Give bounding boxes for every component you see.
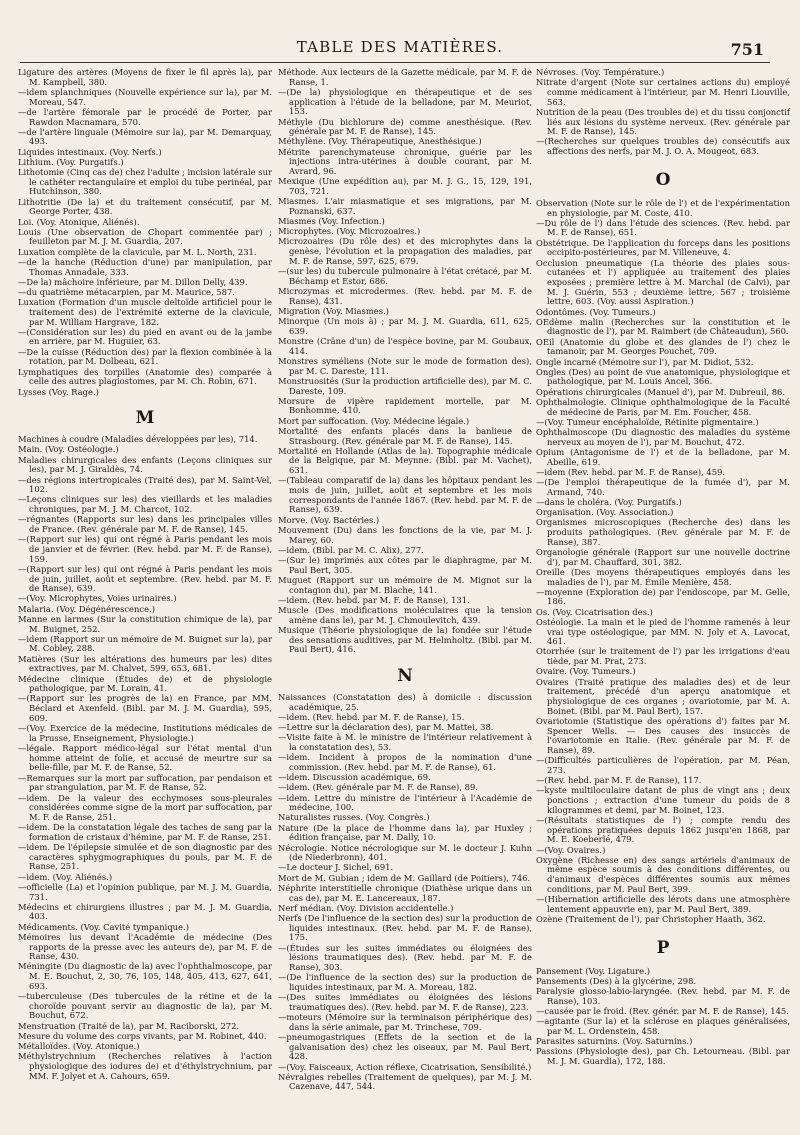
index-entry: Lymphatiques des torpilles (Anatomie des) comparée à celle des autres plagiostomes, par M. Ch. Robin, 671. [18,366,272,387]
index-entry: —idem. De la valeur des ecchymoses sous-pleurales considérées comme signe de la mort par suffocation, par M. F. de Ranse, 251. [18,792,272,822]
header-rule [20,62,770,63]
index-entry: Mort de M. Gubian ; idem de M. Gaillard (de Poitiers), 746. [278,872,531,883]
index-entry: —des régions intertropicales (Traité des), par M. Saint-Vel, 102. [18,474,272,495]
index-entry: —de l'artère fémorale par le procédé de Porter, par Rawdon Macnamara, 570. [18,106,272,127]
index-entry: —causée par le froid. (Rev. génér. par M. F. de Ranse), 145. [536,1005,789,1016]
index-entry: —kyste multiloculaire datant de plus de vingt ans ; deux ponctions ; extraction d'une tumeur du poids de 8 kilogrammes et demi, par M. Boinet, 123. [536,785,790,815]
index-entry: —idem splanchniques (Nouvelle expérience sur la), par M. Moreau, 547. [18,86,272,107]
index-entry: Muguet (Rapport sur un mémoire de M. Mignot sur la contagion du), par M. Blache, 141. [278,574,532,595]
index-entry: Observation (Note sur le rôle de l') et de l'expérimentation en physiologie, par M. Coste, 410. [536,197,790,218]
index-entry: —(Des suites immédiates ou éloignées des lésions traumatiques des). (Rev. hebd. par M. F. de Ranse), 223. [278,992,532,1012]
index-entry: —(Tableau comparatif de la) dans les hôpitaux pendant les mois de juin, juillet, août et septembre et les mois correspondants de l'année 1867. (Rev. hebd. par M. F. de Ranse), 639. [278,475,532,515]
index-entry: Minorque (Un mois à) ; par M. J. M. Guardia, 611, 625, 639. [278,316,532,336]
index-entry: —De la) mâchoire inférieure, par M. Dillon Delly, 439. [18,276,248,287]
index-entry: Ophthalmologie. Clinique ophthalmologique de la Faculté de médecine de Paris, par M. Em. Foucher, 458. [536,396,790,417]
index-entry: Monstres syméliens (Note sur le mode de formation des), par M. C. Dareste, 111. [278,355,532,376]
index-entry: Ozène (Traitement de l'), par Christopher Haath, 362. [536,913,766,924]
index-entry: —idem (Rev. hebd. par M. F. de Ranse), 459. [536,466,726,477]
index-entry: Otorrhée (sur le traitement de l') par les irrigations d'eau tiède, par M. Prat, 273. [536,646,790,667]
index-entry: —légale. Rapport médico-légal sur l'état mental d'un homme atteint de folie, et accusé de meurtre sur sa belle-fille, par M. F. de Ranse, 52. [18,743,272,773]
index-entry: Occlusion pneumatique (La théorie des plaies sous-cutanées et l') appliquée au traitement des plaies exposées ; première lettre à M. Marchal (de Calvi), par M. J. Guérin, 553 ; deuxième lettre, 567 ; troisième lettre, 603. (Voy. aussi Aspiration.) [536,257,790,307]
index-entry: —(Sur le) imprimés aux côtes par le diaphragme, par M. Paul Bert, 305. [278,554,532,575]
index-entry: Mesure du volume des corps vivants, par M. Robinet, 440. [18,1030,267,1041]
index-entry: Méningite (Du diagnostic de la) avec l'ophthalmoscope, par M. E. Bouchut, 2, 30, 76, 105, 148, 405, 413, 627, 641, 693. [18,961,272,991]
index-entry: Ongles (Des) au point de vue anatomique, physiologique et pathologique, par M. Louis Ancel, 366. [536,366,790,387]
index-entry: Mexique (Une expédition au), par M. J. G., 15, 129, 191, 703, 721. [278,176,532,196]
index-entry: Monstruosités (Sur la production artificielle des), par M. C. Dareste, 109. [278,375,532,396]
index-entry: Oxygène (Richesse en) des sangs artériels d'animaux de même espèce soumis à des conditions différentes, ou d'animaux d'espèces différentes soumis aux mêmes conditions, par M. Paul Bert, 399. [536,854,790,894]
index-entry: —(Voy. Ovaires.) [536,844,606,855]
index-entry: —idem. (Bibl. par M. C. Alix), 277. [278,544,424,555]
index-entry: Organismes microscopiques (Recherche des) dans les produits pathologiques. (Rev. générale par M. F. de Ranse), 387. [536,517,790,547]
column-left [18,68,272,1128]
index-entry: —idem. De l'épilepsie simulée et de son diagnostic par des caractères sphygmographiques du pouls, par M. F. de Ranse, 251. [18,842,272,872]
index-entry: OEdème malin (Recherches sur la constitution et le diagnostic de l'), par M. Raimbert (de Châteaudun), 560. [536,316,790,337]
index-entry: —(Recherches sur quelques troubles de) consécutifs aux affections des nerfs, par M. J. O. A. Mougeot, 683. [536,136,790,157]
index-entry: Parasites saturnins. (Voy. Saturnins.) [536,1036,693,1047]
index-entry: Méthode. Aux lecteurs de la Gazette médicale, par M. F. de Ranse, 1. [278,68,532,87]
index-entry: —de l'artère linguale (Mémoire sur la), par M. Demarquay, 493. [18,126,272,147]
index-entry: Naturalistes russes. (Voy. Congrès.) [278,812,430,823]
index-entry: OEil (Anatomie du globe et des glandes de l') chez le tamanoir, par M. Georges Pouchet, 709. [536,336,790,357]
index-entry: —agitante (Sur la) et la sclérose en plaques généralisées, par M. L. Ordenstein, 458. [536,1016,790,1036]
index-entry: —(De l'emploi thérapeutique de la fumée d'), par M. Armand, 740. [536,477,790,497]
index-entry: —idem (Rapport sur un mémoire de M. Buignet sur la), par M. Cobley, 288. [18,633,272,654]
index-entry: —(Rapport sur les progrès de la) en France, par MM. Béclard et Axenfeld. (Bibl. par M. J. M. Guardia), 595, 609. [18,693,272,723]
index-entry: —(Rapport sur les) qui ont régné à Paris pendant les mois de juin, juillet, août et septembre. (Rev. hebd. par M. F. de Ranse), 639. [18,563,272,594]
index-columns [18,68,788,1128]
index-entry: —Le docteur J. Sichel, 691. [278,862,394,873]
index-entry: Liquides intestinaux. (Voy. Nerfs.) [18,146,162,157]
index-entry: —Remarques sur la mort par suffocation, par pendaison et par strangulation, par M. F. de Ranse, 52. [18,772,272,793]
index-entry: —pneumogastriques (Effets de la section et de la galvanisation des) chez les oiseaux, par M. Paul Bert, 428. [278,1031,532,1062]
index-entry: Microzoaires (Du rôle des) et des microphytes dans la genèse, l'évolution et la propagation des maladies, par M. F. de Ranse, 597, 625, 679. [278,236,532,266]
index-entry: —(Voy. Faisceaux, Action réflexe, Cicatrisation, Sensibilité.) [278,1061,532,1072]
index-entry: —idem. De la constatation légale des taches de sang par la formation de cristaux d'hémine, par M. F. de Ranse, 251. [18,822,272,842]
index-entry: —Du rôle de l') dans l'étude des sciences. (Rev. hebd. par M. F. de Ranse), 651. [536,217,790,238]
index-entry: Lithium. (Voy. Purgatifs.) [18,156,124,167]
index-entry: Lithotritie (De la) et du traitement consécutif, par M. George Porter, 438. [18,196,272,217]
index-entry: Néphrite interstitielle chronique (Diathèse urique dans un cas de), par M. E. Lancereaux, 187. [278,882,532,903]
column-middle [278,68,532,1128]
index-entry: Nerfs (De l'influence de la section des) sur la production de liquides intestinaux. (Rev. hebd. par M. F. de Ranse), 175. [278,912,532,943]
index-entry: Luxation complète de la clavicule, par M. L. North, 231. [18,246,257,257]
index-entry: Matières (Sur les altérations des humeurs par les) dites extractives, par M. Chalvet, 599, 653, 681. [18,653,272,674]
index-entry: Microzymas et microdermes. (Rev. hebd. par M. F. de Ranse), 431. [278,285,532,306]
index-entry: —(Résultats statistiques de l') ; compte rendu des opérations pratiquées depuis 1862 jusqu'en 1868, par M. E. Koeberlé, 479. [536,814,790,845]
index-entry: —(De la) physiologique en thérapeutique et de ses application à l'étude de la belladone, par M. Meuriot, 153. [278,86,532,117]
index-entry: —Lettre sur la déclaration des), par M. Mattei, 38. [278,722,494,733]
index-entry: Monstre (Crâne d'un) de l'espèce bovine, par M. Goubaux, 414. [278,335,532,356]
page-number: 751 [730,40,764,59]
index-entry: —dans le choléra. (Voy. Purgatifs.) [536,496,682,507]
index-entry: —(Voy. Tumeur encéphaloïde, Rétinite pigmentaire.) [536,416,759,427]
index-entry: —officielle (La) et l'opinion publique, par M. J. M. Guardia, 731. [18,881,272,902]
column-right [536,68,790,1128]
index-entry: —idem. (Rev. générale par M. F. de Ranse), 89. [278,782,478,793]
index-entry: Odontômes. (Voy. Tumeurs.) [536,306,656,317]
index-entry: —(Voy. Exercice de la médecine, Institutions médicales de la Prusse, Enseignement, Physiologie.) [18,723,272,743]
index-entry: Malaria. (Voy. Dégénérescence.) [18,603,155,614]
index-entry: Médecins et chirurgiens illustres ; par M. J. M. Guardia, 403. [18,901,272,922]
index-entry: —idem. Incident à propos de la nomination d'une commission. (Rev. hebd. par M. F. de Ranse), 61. [278,752,532,772]
index-entry: —Leçons cliniques sur les) des vieillards et les maladies chroniques, par M. J. M. Charcot, 102. [18,494,272,515]
section-letter: M [135,408,155,429]
index-entry: Médicaments. (Voy. Cavité tympanique.) [18,921,189,932]
index-entry: Loi. (Voy. Atonique, Aliénés). [18,216,140,227]
index-entry: —du quatrième métacarpien, par M. Maurice, 587. [18,286,235,297]
index-entry: Ostéologie. La main et le pied de l'homme ramenés à leur vrai type ostéologique, par MM. N. Joly et A. Lavocat, 461. [536,616,790,647]
index-entry: Ongle incarné (Mémoire sur l'), par M. Didiot, 532. [536,356,754,367]
index-entry: Muscle (Des modifications moléculaires que la tension amène dans le), par M. J. Chmoulevitch, 439. [278,604,532,625]
index-entry: —moyenne (Exploration de) par l'endoscope, par M. Gelle, 186. [536,586,790,607]
index-entry: Maladies chirurgicales des enfants (Leçons cliniques sur les), par M. J. Giraldès, 74. [18,454,272,475]
index-entry: Louis (Une observation de Chopart commentée par) ; feuilleton par M. J. M. Guardia, 207. [18,226,272,247]
index-entry: Organologie générale (Rapport sur une nouvelle doctrine d'), par M. Chauffard, 301, 382. [536,546,790,567]
index-entry: Lithotomie (Cinq cas de) chez l'adulte ; incision latérale sur le cathéter rectangulaire et emploi du tube perinéal, par Hutchinson, 380. [18,167,272,197]
index-entry: Naissances (Constatation des) à domicile : discussion académique, 25. [278,691,532,712]
index-entry: —(Hibernation artificielle des lérots dans une atmosphère lentement appauvrie en), par M. Paul Bert, 389. [536,894,790,914]
index-entry: Main. (Voy. Ostéologie.) [18,444,119,455]
index-entry: —(Études sur les suites immédiates ou éloignées des lésions traumatiques des). (Rev. hebd. par M. F. de Ranse), 303. [278,942,532,972]
index-entry: Migration (Voy. Miasmes.) [278,305,389,316]
index-entry: Névralgies rebelles (Traitement de quelques), par M. J. M. Cazenave, 447, 544. [278,1071,532,1092]
index-entry: Os. (Voy. Cicatrisation des.) [536,606,653,617]
index-entry: Méthylstrychnium (Recherches relatives à l'action physiologique des iodures de) et d'éthylstrychnium, par MM. F. Jolyet et A. Cahours, 659. [18,1051,272,1081]
index-entry: —(De l'influence de la section des) sur la production de liquides intestinaux, par M. A. Moreau, 182. [278,972,532,992]
section-letter: N [397,665,413,686]
index-entry: —De la cuisse (Réduction des) par la flexion combinée à la rotation, par M. Dolbeau, 621. [18,346,272,367]
page-header [0,34,800,60]
index-entry: —tuberculeuse (Des tubercules de la rétine et de la choroïde pouvant servir au diagnostic de la), par M. Bouchut, 672. [18,991,272,1021]
index-entry: Oreille (Des moyens thérapeutiques employés dans les maladies de l'), par M. Émile Menière, 458. [536,566,790,587]
index-entry: Lysses (Voy. Rage.) [18,386,99,397]
index-entry: —(Voy. Microphytes, Voies urinaires.) [18,593,177,604]
index-entry: —moteurs (Mémoire sur la terminaison périphérique des) dans la série animale, par M. Trinchese, 709. [278,1011,532,1032]
index-entry: Opérations chirurgicales (Manuel d'), par M. Dubreuil, 86. [536,386,786,397]
index-entry: Obstétrique. De l'application du forceps dans les positions occipito-postérieures, par M. Villeneuve, 4. [536,237,790,258]
index-entry: Névroses. (Voy. Température.) [536,68,665,77]
index-entry: —de la hanche (Réduction d'une) par manipulation, par Thomas Annadale, 333. [18,256,272,277]
index-entry: Menstruation (Traité de la), par M. Raciborski, 272. [18,1020,240,1031]
index-entry: Miasmes. L'air miasmatique et ses migrations, par M. Poznanski, 637. [278,196,532,216]
index-entry: Méthylène. (Voy. Thérapeutique, Anesthésique.) [278,136,482,147]
index-entry: Nature (De la place de l'homme dans la), par Huxley ; édition française, par M. Dally, 10. [278,822,532,843]
index-entry: Musique (Théorie physiologique de la) fondée sur l'étude des sensations auditives, par M. Helmholtz. (Bibl. par M. Paul Bert), 416. [278,624,532,655]
index-entry: Organisation. (Voy. Association.) [536,507,674,518]
index-entry: —(Considération sur les) du pied en avant ou de la jambe en arrière, par M. Huguier, 63. [18,326,272,347]
index-entry: Passions (Physiologie des), par Ch. Letourneau. (Bibl. par M. J. M. Guardia), 172, 188. [536,1046,790,1066]
index-entry: —idem. Lettre du ministre de l'intérieur à l'Académie de médecine, 100. [278,792,532,813]
index-entry: —Visite faite à M. le ministre de l'intérieur relativement à la constatation des), 53. [278,732,532,752]
index-entry: Morsure de vipère rapidement mortelle, par M. Bonhomme, 410. [278,395,532,416]
index-entry: Nutrition de la peau (Des troubles de) et du tissu conjonctif liés aux lésions du système nerveux. (Rev. générale par M. F. de Ranse), 145. [536,106,790,137]
index-entry: Luxation (Formation d'un muscle deltoïde artificiel pour le traitement des) de l'extrémité externe de la clavicule, par M. William Hargrave, 182. [18,297,272,327]
index-entry: Métalloïdes. (Voy. Atonique.) [18,1041,140,1052]
index-entry: Ovaires (Traité pratique des maladies des) et de leur traitement, précédé d'un aperçu anatomique et physiologique de ces organes ; ovariotomie, par M. A. Boinet. (Bibl. par M. Paul Bert), 157. [536,676,790,716]
index-entry: Ophthalmoscope (Du diagnostic des maladies du système nerveux au moyen de l'), par M. Bouchut, 472. [536,427,790,447]
index-entry: —(Difficultés particulières de l'opération, par M. Péan, 273. [536,755,790,775]
index-entry: Métrite parenchymateuse chronique, guérie par les injections intra-utérines à double courant, par M. Avrard, 96. [278,146,532,177]
index-entry: Nécrologie. Notice nécrologique sur M. le docteur J. Kuhn (de Niederbronn), 401. [278,842,532,863]
section-letter: O [655,169,671,190]
index-entry: Paralysie glosso-labio-laryngée. (Rev. hebd. par M. F. de Ranse), 103. [536,986,790,1006]
index-entry: Machines à coudre (Maladies développées par les), 714. [18,434,258,445]
index-entry: Mortalité des enfants placés dans la banlieue de Strasbourg. (Rev. générale par M. F. de Ranse), 145. [278,425,532,446]
index-entry: Mouvement (Du) dans les fonctions de la vie, par M. J. Marey, 60. [278,524,532,545]
index-entry: Ligature des artères (Moyens de fixer le fil après la), par M. Kampbell, 380. [18,68,272,87]
index-entry: Nerf médian. (Voy. Division accidentelle.) [278,902,454,913]
index-entry: Médecine clinique (Études de) et de physiologie pathologique, par M. Lorain, 41. [18,673,272,694]
index-entry: Microphytes. (Voy. Microzoaires.) [278,226,421,237]
index-entry: Ovaire. (Voy. Tumeurs.) [536,666,636,677]
index-entry: Mortalité en Hollande (Atlas de la). Topographie médicale de la Belgique, par M. Meynne. (Bibl. par M. Vachet), 631. [278,445,532,476]
section-letter: P [656,937,670,958]
index-entry: Pansement (Voy. Ligature.) [536,965,650,976]
index-entry: —régnantes (Rapports sur les) dans les principales villes de France. (Rev. générale par M. F. de Ranse), 145. [18,514,272,535]
index-entry: Opium (Antagonisme de l') et de la belladone, par M. Abeille, 619. [536,446,790,467]
index-entry: Mémoires lus devant l'Académie de médecine (Des rapports de la presse avec les auteurs de), par M. F. de Ranse, 430. [18,931,272,962]
index-entry: Mort par suffocation. (Voy. Médecine légale.) [278,415,470,426]
index-entry: Pansements (Des) à la glycérine, 298. [536,975,697,986]
index-entry: —idem. Discussion académique, 69. [278,772,431,783]
page-title: TABLE DES MATIÈRES. [296,38,504,56]
index-entry: —idem. (Voy. Aliénés.) [18,871,113,882]
index-entry: Morve. (Voy. Bactéries.) [278,514,380,525]
index-entry: Méthyle (Du bichlorure de) comme anesthésique. (Rev. générale par M. F. de Ranse), 145. [278,116,532,137]
index-entry: —idem. (Rev. hebd. par M. F. de Ranse), 131. [278,594,470,605]
index-entry: Ovariotomie (Statistique des opérations d') faites par M. Spencer Wells. — Des causes des insuccès de l'ovariotomie en Italie. (Rev. générale par M. F. de Ranse), 89. [536,715,790,755]
index-entry: —(Rapport sur les) qui ont régné à Paris pendant les mois de janvier et de février. (Rev. hebd. par M. F. de Ranse), 159. [18,534,272,564]
index-entry: —(Rev. hebd. par M. F. de Ranse), 117. [536,775,702,786]
index-entry: —idem. (Rev. hebd. par M. F. de Ranse), 15. [278,711,465,722]
index-entry: Nitrate d'argent (Note sur certaines actions du) employé comme médicament à l'intérieur, par M. Henri Liouville, 563. [536,77,790,107]
index-entry: Manne en larmes (Sur la constitution chimique de la), par M. Buignet, 252. [18,613,272,634]
index-entry: Miasmes (Voy. Infection.) [278,216,385,227]
index-entry: —(sur les) du tubercule pulmonaire à l'état crétacé, par M. Béchamp et Estor, 686. [278,266,532,286]
